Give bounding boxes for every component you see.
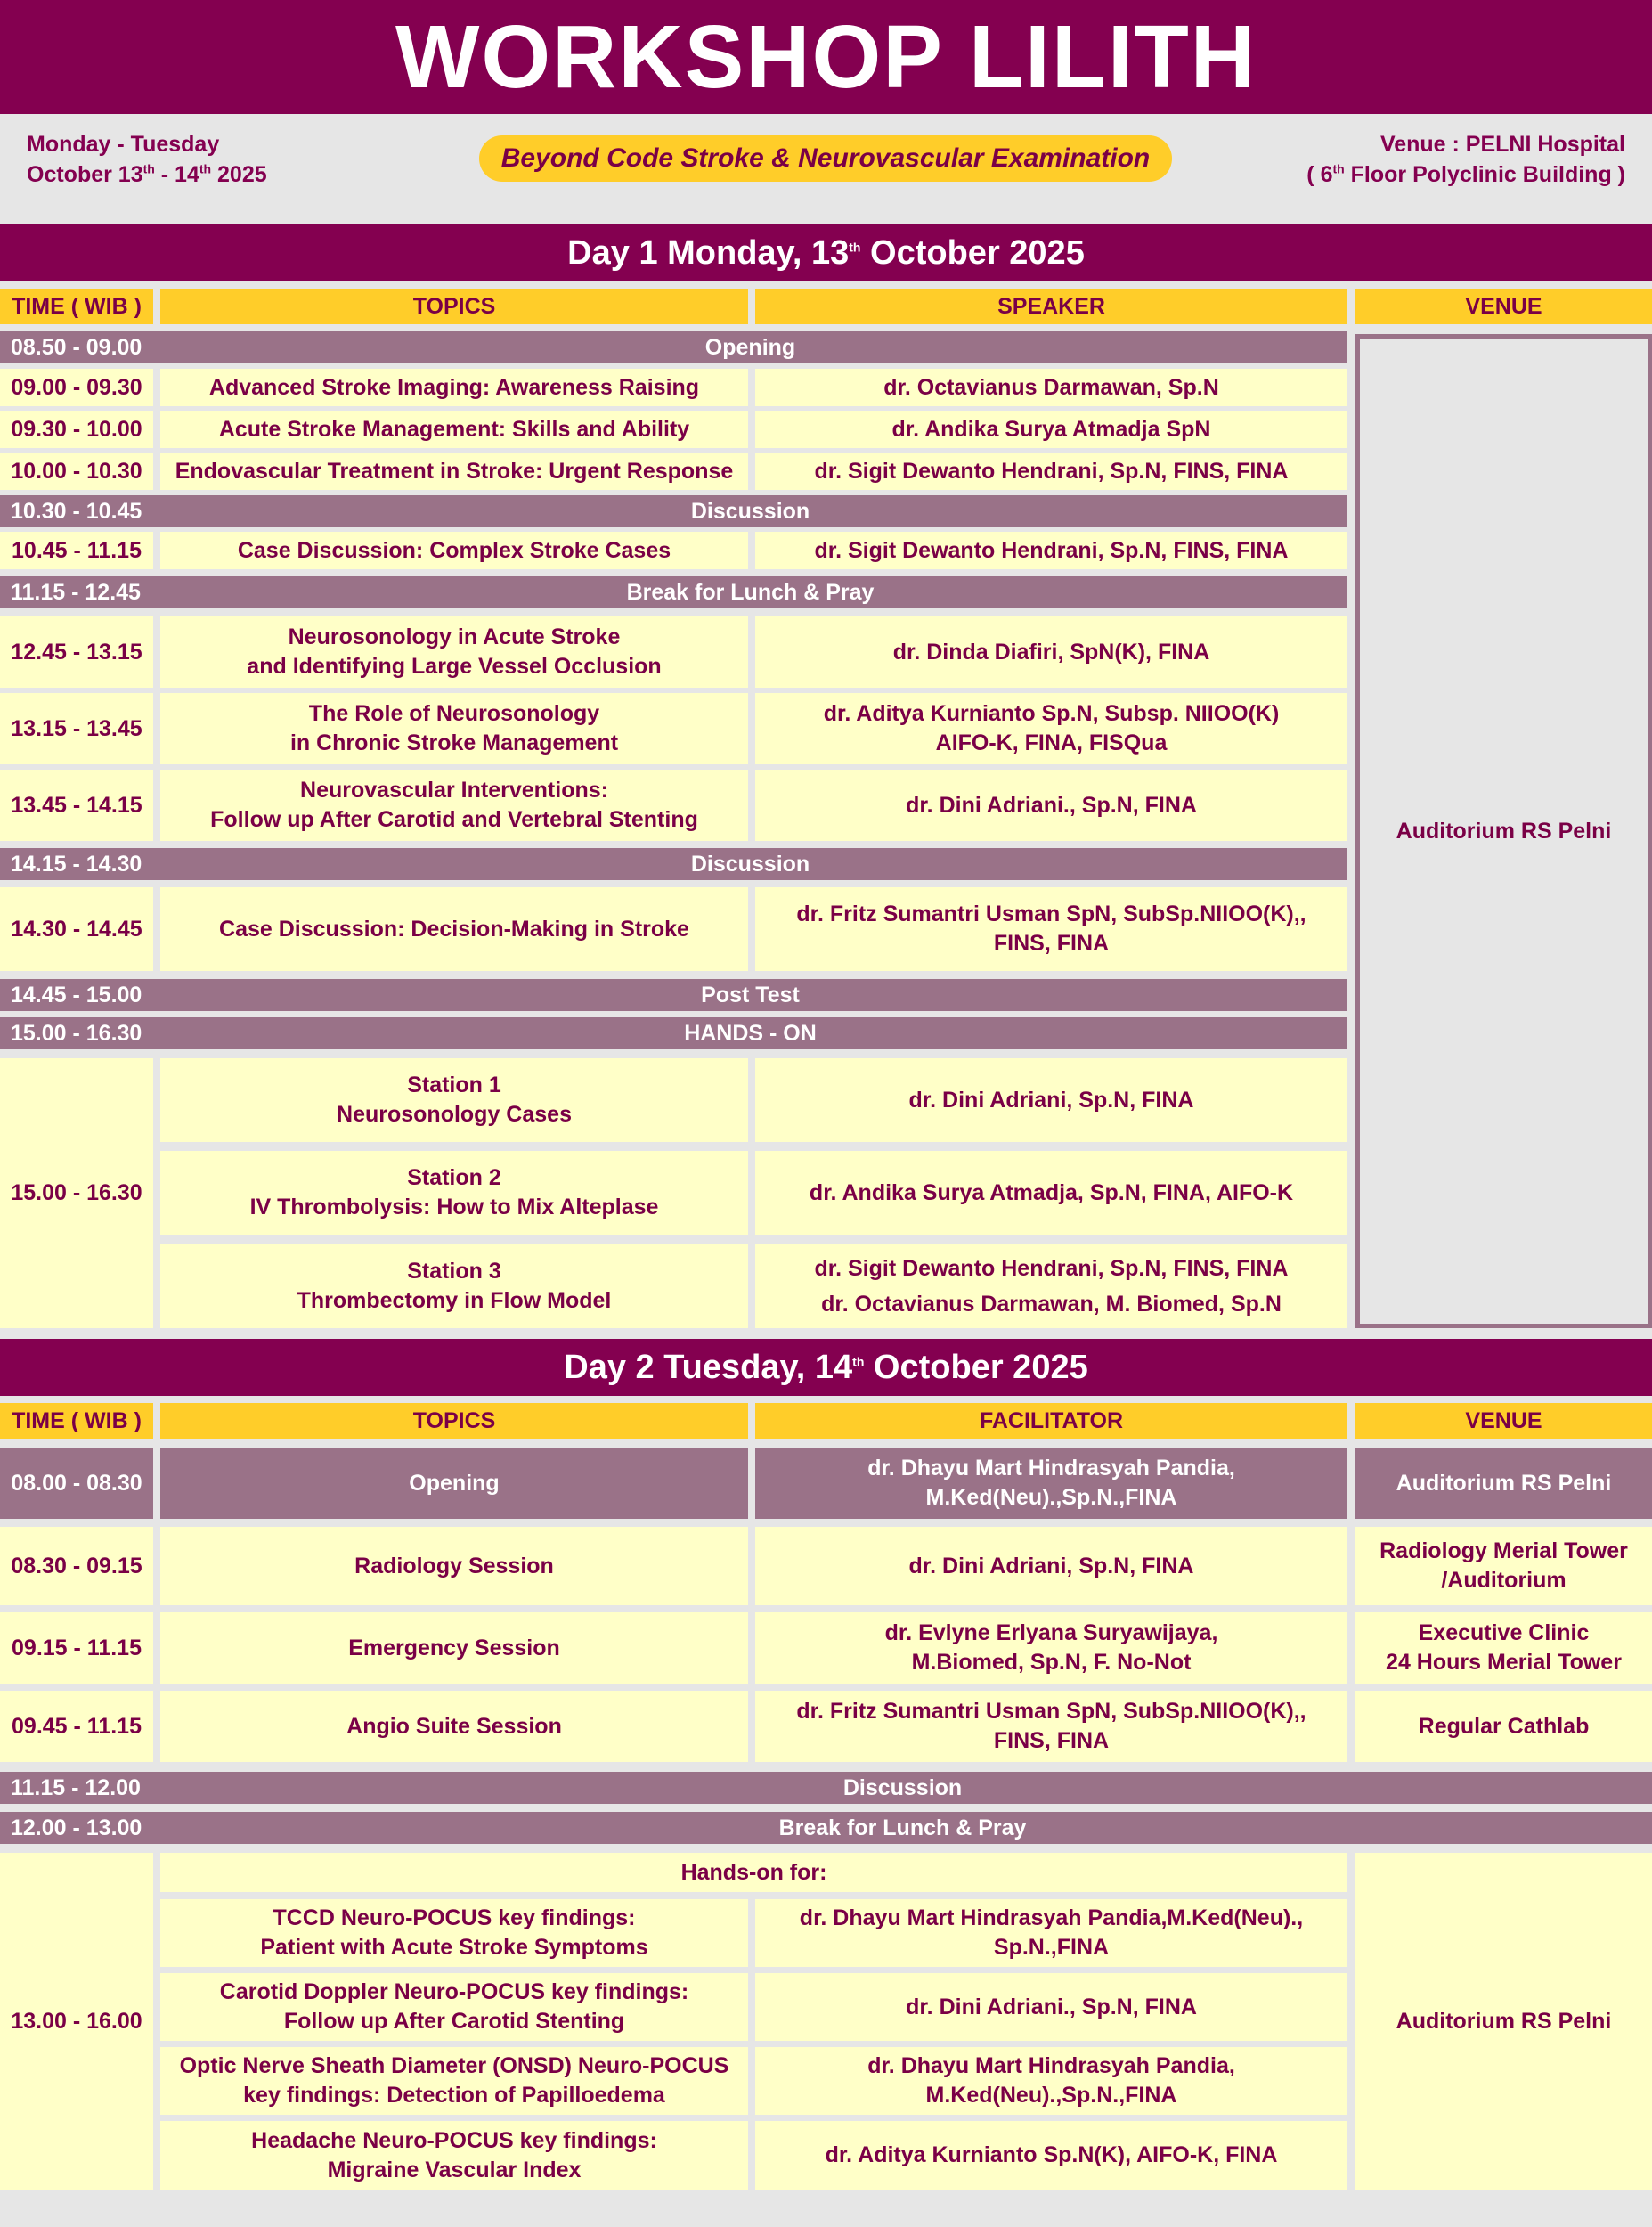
theme-text: Beyond Code Stroke & Neurovascular Examination: [500, 143, 1151, 174]
day2-title: Day 2 Tuesday, 14th October 2025: [564, 1348, 1088, 1386]
day1-row5-topic-line2: and Identifying Large Vessel Occlusion: [247, 654, 662, 679]
day1-row5-time: 12.45 - 13.15: [0, 616, 153, 688]
day1-title-bar: [0, 224, 1652, 281]
day2-handson-time: 13.00 - 16.00: [0, 1853, 153, 2190]
day1-row6-speaker-line1: dr. Aditya Kurnianto Sp.N, Subsp. NIIOO(K): [823, 701, 1280, 726]
day2-row2-facilitator-line1: dr. Evlyne Erlyana Suryawijaya,: [884, 1620, 1218, 1645]
day2-handson2-facilitator: dr. Dini Adriani., Sp.N, FINA: [755, 1973, 1347, 2041]
day1-row1-topic: Advanced Stroke Imaging: Awareness Raising: [160, 369, 748, 406]
day2-opening-time: 08.00 - 08.30: [0, 1448, 153, 1519]
day2-handson1-topic-line1: TCCD Neuro-POCUS key findings:: [273, 1905, 636, 1930]
day2-opening-venue: Auditorium RS Pelni: [1355, 1448, 1652, 1519]
day2-row3-facilitator-line1: dr. Fritz Sumantri Usman SpN, SubSp.NIIOO(K),,: [796, 1699, 1306, 1724]
day1-posttest-time: 14.45 - 15.00: [0, 979, 153, 1011]
day1-row6-speaker: [755, 693, 1347, 764]
day1-row2-topic: Acute Stroke Management: Skills and Ability: [160, 411, 748, 448]
day1-station2-title: Station 2: [407, 1165, 501, 1190]
day1-station1-speaker: dr. Dini Adriani, Sp.N, FINA: [755, 1058, 1347, 1142]
day2-row1-venue: [1355, 1527, 1652, 1605]
day1-station2-subtitle: IV Thrombolysis: How to Mix Alteplase: [249, 1195, 659, 1220]
day2-handson1-topic: [160, 1899, 748, 1967]
day1-station3-subtitle: Thrombectomy in Flow Model: [297, 1287, 612, 1313]
day2-row1-venue-line2: /Auditorium: [1441, 1568, 1567, 1593]
day2-handson2-topic-line2: Follow up After Carotid Stenting: [283, 2009, 625, 2034]
day2-handson3-facilitator: [755, 2047, 1347, 2115]
day1-row8-topic: Case Discussion: Decision-Making in Stroke: [160, 887, 748, 971]
day1-station1-topic: [160, 1058, 748, 1142]
day2-header-time: TIME ( WIB ): [0, 1403, 153, 1439]
day1-row5-topic-line1: Neurosonology in Acute Stroke: [288, 624, 621, 649]
day1-discussion2-time: 14.15 - 14.30: [0, 848, 153, 880]
day2-row2-time: 09.15 - 11.15: [0, 1612, 153, 1684]
day1-row2-time: 09.30 - 10.00: [0, 411, 153, 448]
day1-row4-time: 10.45 - 11.15: [0, 532, 153, 569]
day1-handson-time: 15.00 - 16.30: [0, 1017, 153, 1049]
day2-handson2-topic: [160, 1973, 748, 2041]
day1-station3-topic: [160, 1244, 748, 1328]
day1-row5-speaker: dr. Dinda Diafiri, SpN(K), FINA: [755, 616, 1347, 688]
day1-row8-time: 14.30 - 14.45: [0, 887, 153, 971]
day1-row6-topic: [160, 693, 748, 764]
day2-handson4-topic-line2: Migraine Vascular Index: [327, 2157, 582, 2182]
day2-discussion-label: Discussion: [153, 1772, 1652, 1804]
day2-row2-facilitator-line2: M.Biomed, Sp.N, F. No-Not: [911, 1650, 1192, 1675]
day1-header-topics: TOPICS: [160, 289, 748, 324]
day2-lunch-time: 12.00 - 13.00: [0, 1812, 153, 1844]
day1-row3-time: 10.00 - 10.30: [0, 453, 153, 490]
day2-handson3-topic-line2: key findings: Detection of Papilloedema: [243, 2083, 665, 2108]
day1-row1-speaker: dr. Octavianus Darmawan, Sp.N: [755, 369, 1347, 406]
day2-handson4-topic: [160, 2121, 748, 2190]
day1-row7-topic-line2: Follow up After Carotid and Vertebral Stenting: [210, 807, 698, 832]
day2-row1-venue-line1: Radiology Merial Tower: [1379, 1538, 1628, 1563]
day1-header-venue: VENUE: [1355, 289, 1652, 324]
day2-handson3-topic-line1: Optic Nerve Sheath Diameter (ONSD) Neuro-POCUS: [179, 2053, 729, 2078]
day2-row2-topic: Emergency Session: [160, 1612, 748, 1684]
day1-row2-speaker: dr. Andika Surya Atmadja SpN: [755, 411, 1347, 448]
day2-header-venue: VENUE: [1355, 1403, 1652, 1439]
day2-handson-venue: Auditorium RS Pelni: [1355, 1853, 1652, 2190]
day2-opening-facilitator: [755, 1448, 1347, 1519]
day2-opening-facilitator-line2: M.Ked(Neu).,Sp.N.,FINA: [925, 1485, 1177, 1510]
day1-posttest-label: Post Test: [153, 979, 1347, 1011]
day1-row7-topic: [160, 770, 748, 841]
day1-station3-speaker-line2: dr. Octavianus Darmawan, M. Biomed, Sp.N: [821, 1291, 1282, 1317]
day1-row8-speaker: [755, 887, 1347, 971]
event-date-range: October 13th - 14th 2025: [27, 161, 267, 187]
day1-header-speaker: SPEAKER: [755, 289, 1347, 324]
day2-handson3-topic: [160, 2047, 748, 2115]
day2-opening-facilitator-line1: dr. Dhayu Mart Hindrasyah Pandia,: [867, 1456, 1235, 1481]
day2-handson4-topic-line1: Headache Neuro-POCUS key findings:: [251, 2127, 657, 2153]
day2-handson4-facilitator: dr. Aditya Kurnianto Sp.N(K), AIFO-K, FINA: [755, 2121, 1347, 2190]
day2-row2-venue-line1: Executive Clinic: [1418, 1620, 1590, 1645]
day1-discussion1-label: Discussion: [153, 495, 1347, 527]
day2-row1-topic: Radiology Session: [160, 1527, 748, 1605]
day1-row6-time: 13.15 - 13.45: [0, 693, 153, 764]
day1-station3-title: Station 3: [407, 1258, 501, 1284]
day2-lunch-label: Break for Lunch & Pray: [153, 1812, 1652, 1844]
day2-row1-facilitator: dr. Dini Adriani, Sp.N, FINA: [755, 1527, 1347, 1605]
venue-line-2: ( 6th Floor Polyclinic Building ): [1306, 161, 1625, 187]
day1-row8-speaker-line2: FINS, FINA: [993, 931, 1110, 956]
day1-discussion2-label: Discussion: [153, 848, 1347, 880]
day2-row2-facilitator: [755, 1612, 1347, 1684]
day1-row3-speaker: dr. Sigit Dewanto Hendrani, Sp.N, FINS, FINA: [755, 453, 1347, 490]
day1-handson-label: HANDS - ON: [153, 1017, 1347, 1049]
day2-handson1-facilitator-line2: Sp.N.,FINA: [993, 1935, 1110, 1960]
day2-handson3-facilitator-line1: dr. Dhayu Mart Hindrasyah Pandia,: [867, 2053, 1235, 2078]
day2-discussion-time: 11.15 - 12.00: [0, 1772, 153, 1804]
day1-opening-time: 08.50 - 09.00: [0, 331, 153, 363]
day1-row4-topic: Case Discussion: Complex Stroke Cases: [160, 532, 748, 569]
day2-row2-venue: [1355, 1612, 1652, 1684]
day1-row1-time: 09.00 - 09.30: [0, 369, 153, 406]
day2-title-bar: [0, 1339, 1652, 1396]
event-venue: [1176, 130, 1625, 191]
day1-stations-time: 15.00 - 16.30: [0, 1058, 153, 1328]
day1-row8-speaker-line1: dr. Fritz Sumantri Usman SpN, SubSp.NIIOO(K),,: [796, 901, 1306, 926]
day1-row7-topic-line1: Neurovascular Interventions:: [300, 778, 608, 803]
day1-lunch-time: 11.15 - 12.45: [0, 576, 153, 608]
day2-row3-topic: Angio Suite Session: [160, 1691, 748, 1762]
day1-station2-speaker: dr. Andika Surya Atmadja, Sp.N, FINA, AIFO-K: [755, 1151, 1347, 1235]
day1-station2-topic: [160, 1151, 748, 1235]
day1-row5-topic: [160, 616, 748, 688]
day1-station1-title: Station 1: [407, 1073, 501, 1097]
day1-row4-speaker: dr. Sigit Dewanto Hendrani, Sp.N, FINS, FINA: [755, 532, 1347, 569]
day1-station3-speaker: [755, 1244, 1347, 1328]
day1-opening-label: Opening: [153, 331, 1347, 363]
day1-venue: Auditorium RS Pelni: [1396, 818, 1612, 844]
day1-discussion1-time: 10.30 - 10.45: [0, 495, 153, 527]
day2-handson1-facilitator: [755, 1899, 1347, 1967]
day2-opening-topic: Opening: [160, 1448, 748, 1519]
day2-handson1-facilitator-line1: dr. Dhayu Mart Hindrasyah Pandia,M.Ked(Neu).,: [799, 1905, 1304, 1930]
page-title: WORKSHOP LILITH: [395, 7, 1257, 107]
title-banner: [0, 0, 1652, 114]
day2-handson1-topic-line2: Patient with Acute Stroke Symptoms: [260, 1935, 648, 1960]
day1-lunch-label: Break for Lunch & Pray: [153, 576, 1347, 608]
day1-row6-topic-line2: in Chronic Stroke Management: [289, 730, 619, 755]
day1-venue-box: [1355, 334, 1652, 1328]
day2-row3-facilitator-line2: FINS, FINA: [993, 1728, 1110, 1753]
day2-handson-label: Hands-on for:: [160, 1853, 1347, 1892]
day1-station1-subtitle: Neurosonology Cases: [337, 1102, 572, 1127]
theme-pill: [479, 135, 1172, 182]
day2-header-facilitator: FACILITATOR: [755, 1403, 1347, 1439]
event-dates: [27, 130, 427, 191]
day2-header-topics: TOPICS: [160, 1403, 748, 1439]
day1-row6-topic-line1: The Role of Neurosonology: [308, 701, 600, 726]
day1-station3-speaker-line1: dr. Sigit Dewanto Hendrani, Sp.N, FINS, FINA: [814, 1255, 1289, 1281]
day2-handson2-topic-line1: Carotid Doppler Neuro-POCUS key findings:: [219, 1979, 689, 2004]
day2-row3-time: 09.45 - 11.15: [0, 1691, 153, 1762]
day1-header-time: TIME ( WIB ): [0, 289, 153, 324]
day1-row6-speaker-line2: AIFO-K, FINA, FISQua: [935, 730, 1168, 755]
day2-row1-time: 08.30 - 09.15: [0, 1527, 153, 1605]
day2-row3-facilitator: [755, 1691, 1347, 1762]
venue-line-1: Venue : PELNI Hospital: [1379, 132, 1625, 157]
day1-title: Day 1 Monday, 13th October 2025: [567, 233, 1085, 272]
day2-row2-venue-line2: 24 Hours Merial Tower: [1386, 1650, 1622, 1675]
day1-row7-speaker: dr. Dini Adriani., Sp.N, FINA: [755, 770, 1347, 841]
day1-row3-topic: Endovascular Treatment in Stroke: Urgent Response: [160, 453, 748, 490]
event-days: Monday - Tuesday: [27, 132, 220, 157]
day2-row3-venue: Regular Cathlab: [1355, 1691, 1652, 1762]
day2-handson3-facilitator-line2: M.Ked(Neu).,Sp.N.,FINA: [925, 2083, 1177, 2108]
day1-row7-time: 13.45 - 14.15: [0, 770, 153, 841]
